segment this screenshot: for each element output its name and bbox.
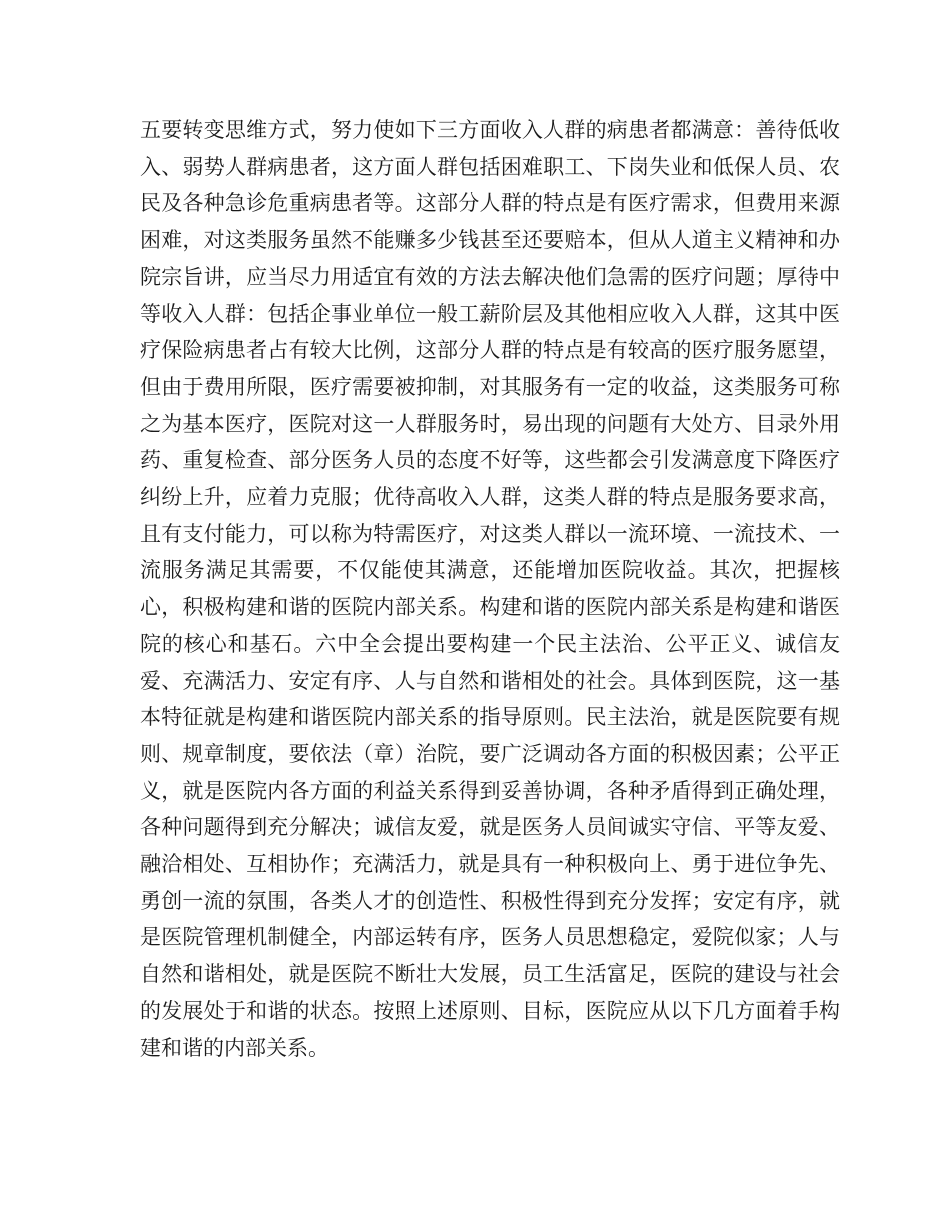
body-paragraph: 五要转变思维方式，努力使如下三方面收入人群的病患者都满意：善待低收入、弱势人群病患者，这方面人群包括困难职工、下岗失业和低保人员、农民及各种急诊危重病患者等。这部分人群的特点是有医疗需求，但费用来源困难，对这类服务虽然不能赚多少钱甚至还要赔本，但从人道主义精神和办院宗旨讲，应当尽力用适宜有效的方法去解决他们急需的医疗问题；厚待中等收入人群：包括企事业单位一般工薪阶层及其他相应收入人群，这其中医疗保险病患者占有较大比例，这部分人群的特点是有较高的医疗服务愿望，但由于费用所限，医疗需要被抑制，对其服务有一定的收益，这类服务可称之为基本医疗，医院对这一人群服务时，易出现的问题有大处方、目录外用药、重复检查、部分医务人员的态度不好等，这些都会引发满意度下降医疗纠纷上升，应着力克服；优待高收入人群，这类人群的特点是服务要求高，且有支付能力，可以称为特需医疗，对这类人群以一流环境、一流技术、一流服务满足其需要，不仅能使其满意，还能增加医院收益。其次，把握核心，积极构建和谐的医院内部关系。构建和谐的医院内部关系是构建和谐医院的核心和基石。六中全会提出要构建一个民主法治、公平正义、诚信友爱、充满活力、安定有序、人与自然和谐相处的社会。具体到医院，这一基本特征就是构建和谐医院内部关系的指导原则。民主法治，就是医院要有规则、规章制度，要依法（章）治院，要广泛调动各方面的积极因素；公平正义，就是医院内各方面的利益关系得到妥善协调，各种矛盾得到正确处理，各种问题得到充分解决；诚信友爱，就是医务人员间诚实守信、平等友爱、融洽相处、互相协作；充满活力，就是具有一种积极向上、勇于进位争先、勇创一流的氛围，各类人才的创造性、积极性得到充分发挥；安定有序，就是医院管理机制健全，内部运转有序，医务人员思想稳定，爱院似家；人与自然和谐相处，就是医院不断壮大发展，员工生活富足，医院的建设与社会的发展处于和谐的状态。按照上述原则、目标，医院应从以下几方面着手构建和谐的内部关系。 xyxy=(140,118,840,1060)
